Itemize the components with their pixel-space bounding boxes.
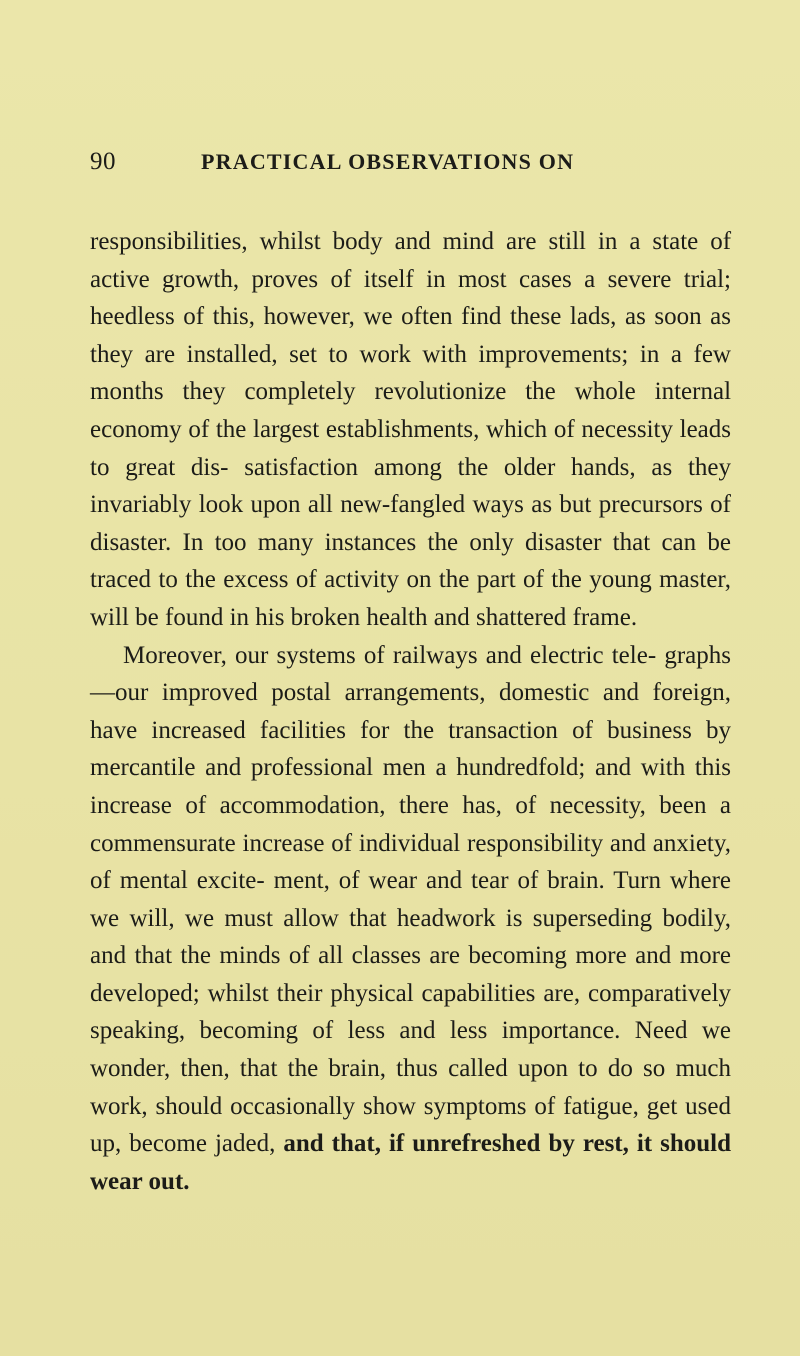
text-line: more developed; whilst their physical capabilities are, — [90, 942, 732, 1007]
text-line: revolutionize the whole internal economy of the largest — [90, 378, 732, 443]
text-line: importance. Need we wonder, then, that the brain, thus — [90, 1017, 732, 1083]
text-line: with improvements; in a few months they completely — [90, 340, 731, 406]
paragraph-1 — [90, 223, 731, 637]
paragraph-2 — [90, 637, 731, 1201]
text-line: ment, of wear and tear of brain. Turn where we will, — [90, 867, 731, 932]
text-line: there has, of necessity, been a commensurate increase of — [90, 791, 732, 857]
text-line: and foreign, have increased facilities for the transaction — [90, 679, 731, 744]
text-line: individual responsibility and anxiety, of mental excite- — [90, 829, 732, 895]
text-line: and shattered frame. — [433, 603, 638, 631]
text-line: these lads, as soon as they are installed, set to work — [90, 303, 731, 368]
running-head-title: PRACTICAL OBSERVATIONS ON — [201, 149, 575, 174]
text-line: responsibilities, whilst body and mind are still in a — [90, 228, 641, 255]
text-line: satisfaction among the older hands, as they invariably — [90, 453, 732, 519]
text-line: we must allow that headwork is superseding bodily, and — [90, 904, 731, 970]
text-line: Moreover, our systems of railways and electric tele- — [123, 641, 657, 669]
body-text — [90, 223, 731, 1200]
text-line: look upon all new-fangled ways as but precursors of — [198, 491, 731, 519]
running-head — [90, 146, 728, 178]
text-line: show symptoms of fatigue, get used up, become jaded, — [90, 1092, 732, 1158]
text-line: that the minds of all classes are becoming more and — [134, 942, 672, 970]
text-line: hundredfold; and with this increase of accommodation, — [90, 754, 732, 819]
text-line: graphs—our improved postal arrangements, domestic — [90, 641, 731, 707]
text-line: establishments, which of necessity leads to great dis- — [90, 415, 732, 481]
text-line: and that, if unrefreshed by rest, it should wear out. — [90, 1130, 732, 1195]
text-line: severe trial; heedless of this, however, we often find — [90, 265, 731, 331]
text-line: called upon to do so much work, should occasionally — [90, 1055, 732, 1120]
text-line: state of active growth, proves of itself in most cases a — [90, 228, 732, 293]
text-line: comparatively speaking, becoming of less and less — [90, 979, 732, 1045]
text-line: of business by mercantile and professional men a — [90, 716, 731, 782]
text-line: disaster. In too many instances the only disaster that — [90, 528, 651, 556]
text-line: can be traced to the excess of activity on the part of — [90, 528, 731, 594]
text-line: the young master, will be found in his broken health — [90, 566, 731, 631]
page-number: 90 — [90, 148, 116, 175]
